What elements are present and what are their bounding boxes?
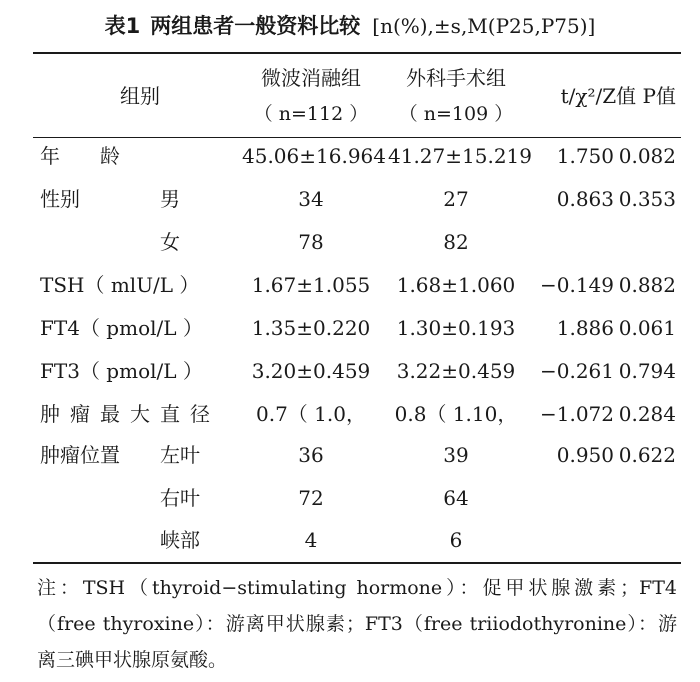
row-stat-value: −0.261 (539, 359, 614, 383)
row-surgery-value: 64 (443, 486, 469, 510)
table-stat-note: [n(%),±s,M(P25,P75)] (372, 14, 596, 38)
header-microwave-n: （ n=112 ） (253, 103, 369, 125)
row-microwave-value: 3.20±0.459 (251, 359, 371, 383)
row-stat-value: −0.149 (539, 273, 614, 297)
row-label: 肿瘤最大直径 (40, 402, 220, 426)
row-label: TSH（ mlU/L ） (40, 273, 200, 297)
row-label: 性别 (40, 187, 80, 211)
row-microwave-value: 36 (298, 443, 324, 467)
row-microwave-value: 1.35±0.220 (251, 316, 371, 340)
row-microwave-value: 72 (298, 486, 324, 510)
row-stat-value: 1.886 (556, 316, 614, 340)
row-surgery-value: 1.30±0.193 (396, 316, 516, 340)
row-p-value: 0.794 (618, 359, 676, 383)
row-sublabel: 右叶 (160, 486, 200, 510)
header-microwave-name: 微波消融组 (261, 66, 361, 90)
row-microwave-value: 34 (298, 187, 324, 211)
bottom-rule (33, 562, 681, 564)
row-microwave-value: 45.06±16.964 (242, 144, 386, 168)
row-sublabel: 女 (160, 230, 180, 254)
row-microwave-value: 4 (304, 528, 318, 552)
row-label: FT4（ pmol/L ） (40, 316, 203, 340)
row-surgery-value: 82 (443, 230, 469, 254)
row-surgery-value: 6 (449, 528, 463, 552)
header-surgery-name: 外科手术组 (406, 66, 506, 90)
row-p-value: 0.882 (618, 273, 676, 297)
row-surgery-value: 0.8（ 1.10， (394, 402, 518, 426)
row-p-value: 0.061 (618, 316, 676, 340)
row-p-value: 0.082 (618, 144, 676, 168)
row-surgery-value: 41.27±15.219 (388, 144, 532, 168)
row-label: 肿瘤位置 (40, 443, 120, 467)
table-title: 两组患者一般资料比较 (150, 14, 361, 38)
header-stat: t/χ²/Z值 P值 (560, 84, 676, 108)
table-number: 表1 (104, 14, 141, 38)
row-microwave-value: 1.67±1.055 (251, 273, 371, 297)
row-surgery-value: 3.22±0.459 (396, 359, 516, 383)
row-label: 年 龄 (40, 144, 120, 168)
row-p-value: 0.284 (618, 402, 676, 426)
header-rule (33, 137, 681, 138)
row-stat-value: −1.072 (539, 402, 614, 426)
row-microwave-value: 0.7（ 1.0， (256, 402, 366, 426)
row-microwave-value: 78 (298, 230, 324, 254)
table-caption (0, 10, 700, 40)
row-surgery-value: 1.68±1.060 (396, 273, 516, 297)
top-rule (33, 52, 681, 54)
row-p-value: 0.353 (618, 187, 676, 211)
row-stat-value: 1.750 (556, 144, 614, 168)
row-label: FT3（ pmol/L ） (40, 359, 203, 383)
row-surgery-value: 39 (443, 443, 469, 467)
header-surgery-n: （ n=109 ） (398, 103, 514, 125)
table-footnote: 注：TSH（thyroid−stimulating hormone）：促甲状腺激素；FT4（free thyroxine）：游离甲状腺素；FT3（free triiodothyronine）：游离三碘甲状腺原氨酸。 (37, 577, 677, 671)
row-sublabel: 男 (160, 187, 180, 211)
row-p-value: 0.622 (618, 443, 676, 467)
row-sublabel: 左叶 (160, 443, 200, 467)
row-sublabel: 峡部 (160, 528, 200, 552)
row-surgery-value: 27 (443, 187, 469, 211)
row-stat-value: 0.863 (556, 187, 614, 211)
header-group: 组别 (120, 84, 160, 108)
row-stat-value: 0.950 (556, 443, 614, 467)
